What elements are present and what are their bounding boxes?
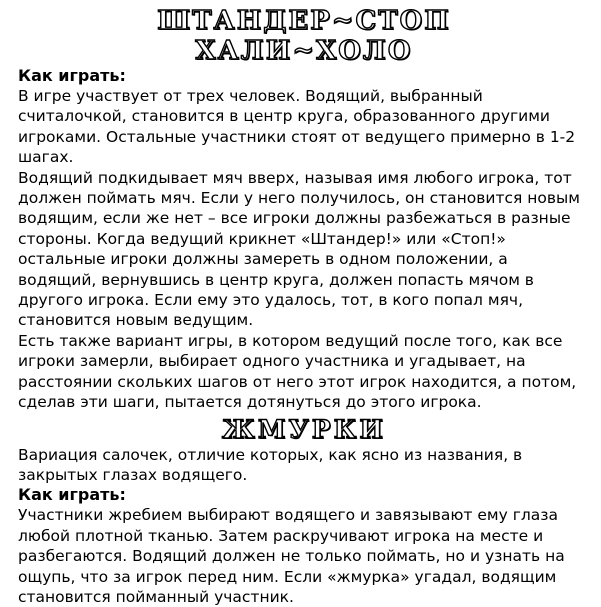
zhmurki-intro: Вариация салочек, отличие которых, как ясно из названия, в закрытых глазах водящего. [18,445,523,484]
rules-paragraph-1: В игре участвует от трех человек. Водящий, выбранный считалочкой, становится в центр круга, образованного другими игроками. Остальные участники стоят от ведущего примерно в 1-2 шагах. [18,87,576,167]
page-title [18,6,590,66]
how-to-play-label: Как играть: [18,66,126,85]
zhmurki-rules: Участники жребием выбирают водящего и завязывают ему глаза любой плотной тканью. Затем раскручивают игрока на месте и разбегаются. Водящий должен не только поймать, но и узнать на ощупь, что за игрок перед ним. Если «жмурка» угадал, водящим становится пойманный участник. [18,506,565,606]
document-page [18,6,590,607]
title-line-2: ХАЛИ~ХОЛО [195,36,413,66]
zhmurki-how-to-play-label: Как играть: [18,485,126,505]
section-title-zhmurki: ЖМУРКИ [222,414,386,444]
rules-paragraph-2: Водящий подкидывает мяч вверх, называя имя любого игрока, тот должен поймать мяч. Если у него получилось, он становится новым водящим, если же нет – все игроки должны разбежаться в разные стороны. Когда ведущий крикнет «Штандер!» или «Стоп!» остальные игроки должны замереть в одном положении, а водящий, вернувшись в центр круга, должен попасть мячом в другого игрока. Если ему это удалось, тот, в кого попал мяч, становится новым ведущим. [18,168,580,330]
rules-paragraph-3: Есть также вариант игры, в котором ведущий после того, как все игроки замерли, выбирает одного участника и угадывает, на расстоянии скольких шагов от него этот игрок находится, а потом, сделав эти шаги, пытается дотянуться до этого игрока. [18,331,577,412]
title-line-1: ШТАНДЕР~СТОП [157,6,451,36]
